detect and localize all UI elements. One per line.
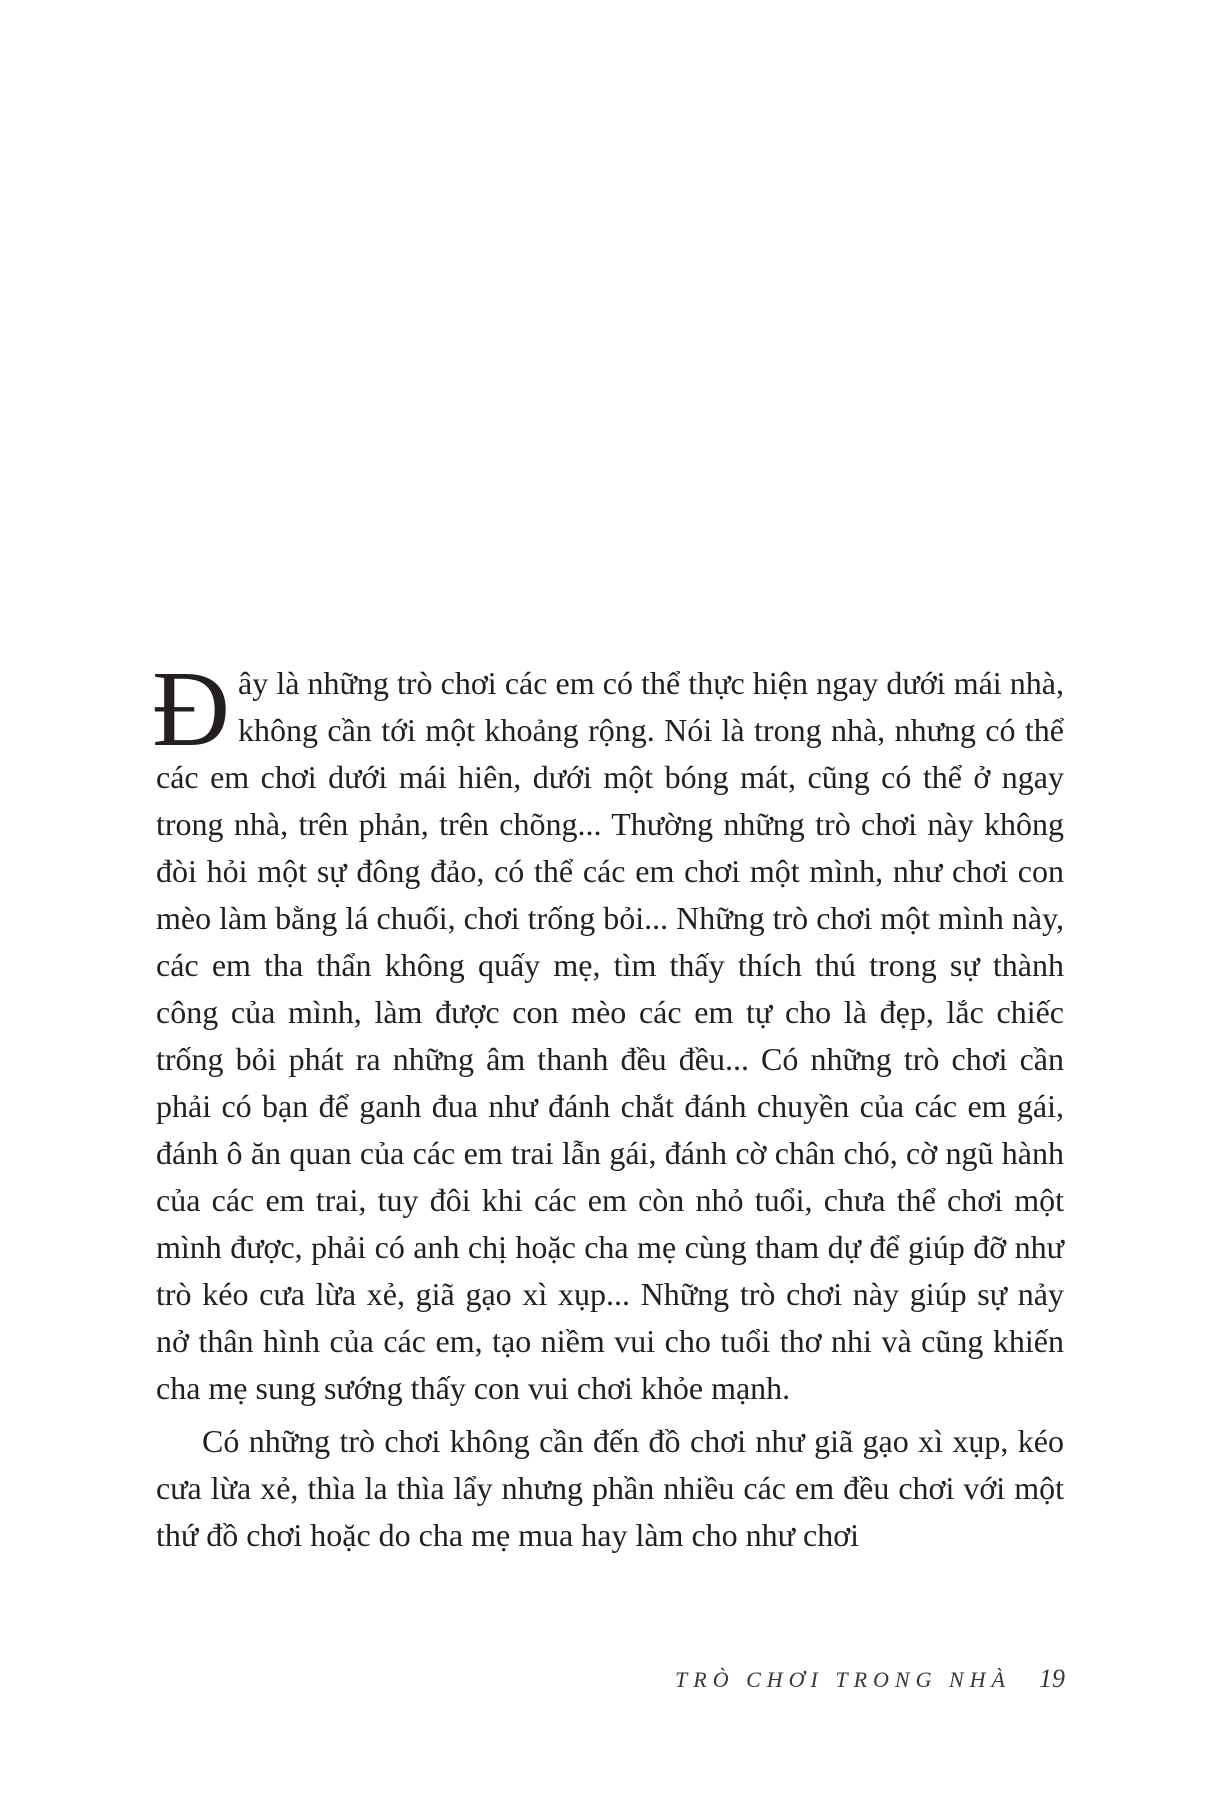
drop-cap: Đ [152, 650, 230, 769]
paragraph-1-text: ây là những trò chơi các em có thể thực hiện ngay dưới mái nhà, không cần tới một khoảng rộng. Nói là trong nhà, nhưng có thể các em chơi dưới mái hiên, dưới một bóng mát, cũng có thể ở ngay trong nhà, trên phản, trên chõng... Thường những trò chơi này không đòi hỏi một sự đông đảo, có thể các em chơi một mình, như chơi con mèo làm bằng lá chuối, chơi trống bỏi... Những trò chơi một mình này, các em tha thẩn không quấy mẹ, tìm thấy thích thú trong sự thành công của mình, làm được con mèo các em tự cho là đẹp, lắc chiếc trống bỏi phát ra những âm thanh đều đều... Có những trò chơi cần phải có bạn để ganh đua như đánh chắt đánh chuyền của các em gái, đánh ô ăn quan của các em trai lẫn gái, đánh cờ chân chó, cờ ngũ hành của các em trai, tuy đôi khi các em còn nhỏ tuổi, chưa thể chơi một mình được, phải có anh chị hoặc cha mẹ cùng tham dự để giúp đỡ như trò kéo cưa lừa xẻ, giã gạo xì xụp... Những trò chơi này giúp sự nảy nở thân hình của các em, tạo niềm vui cho tuổi thơ nhi và cũng khiến cha mẹ sung sướng thấy con vui chơi khỏe mạnh. [156, 665, 1064, 1406]
paragraph-1 [152, 650, 1064, 1412]
running-footer [675, 1664, 1065, 1704]
body-text [152, 650, 1064, 1559]
page-number: 19 [1039, 1664, 1065, 1693]
paragraph-2: Có những trò chơi không cần đến đồ chơi như giã gạo xì xụp, kéo cưa lừa xẻ, thìa la thìa lẩy nhưng phần nhiều các em đều chơi với một thứ đồ chơi hoặc do cha mẹ mua hay làm cho như chơi [156, 1423, 1064, 1553]
running-title: TRÒ CHƠI TRONG NHÀ [675, 1667, 1011, 1692]
